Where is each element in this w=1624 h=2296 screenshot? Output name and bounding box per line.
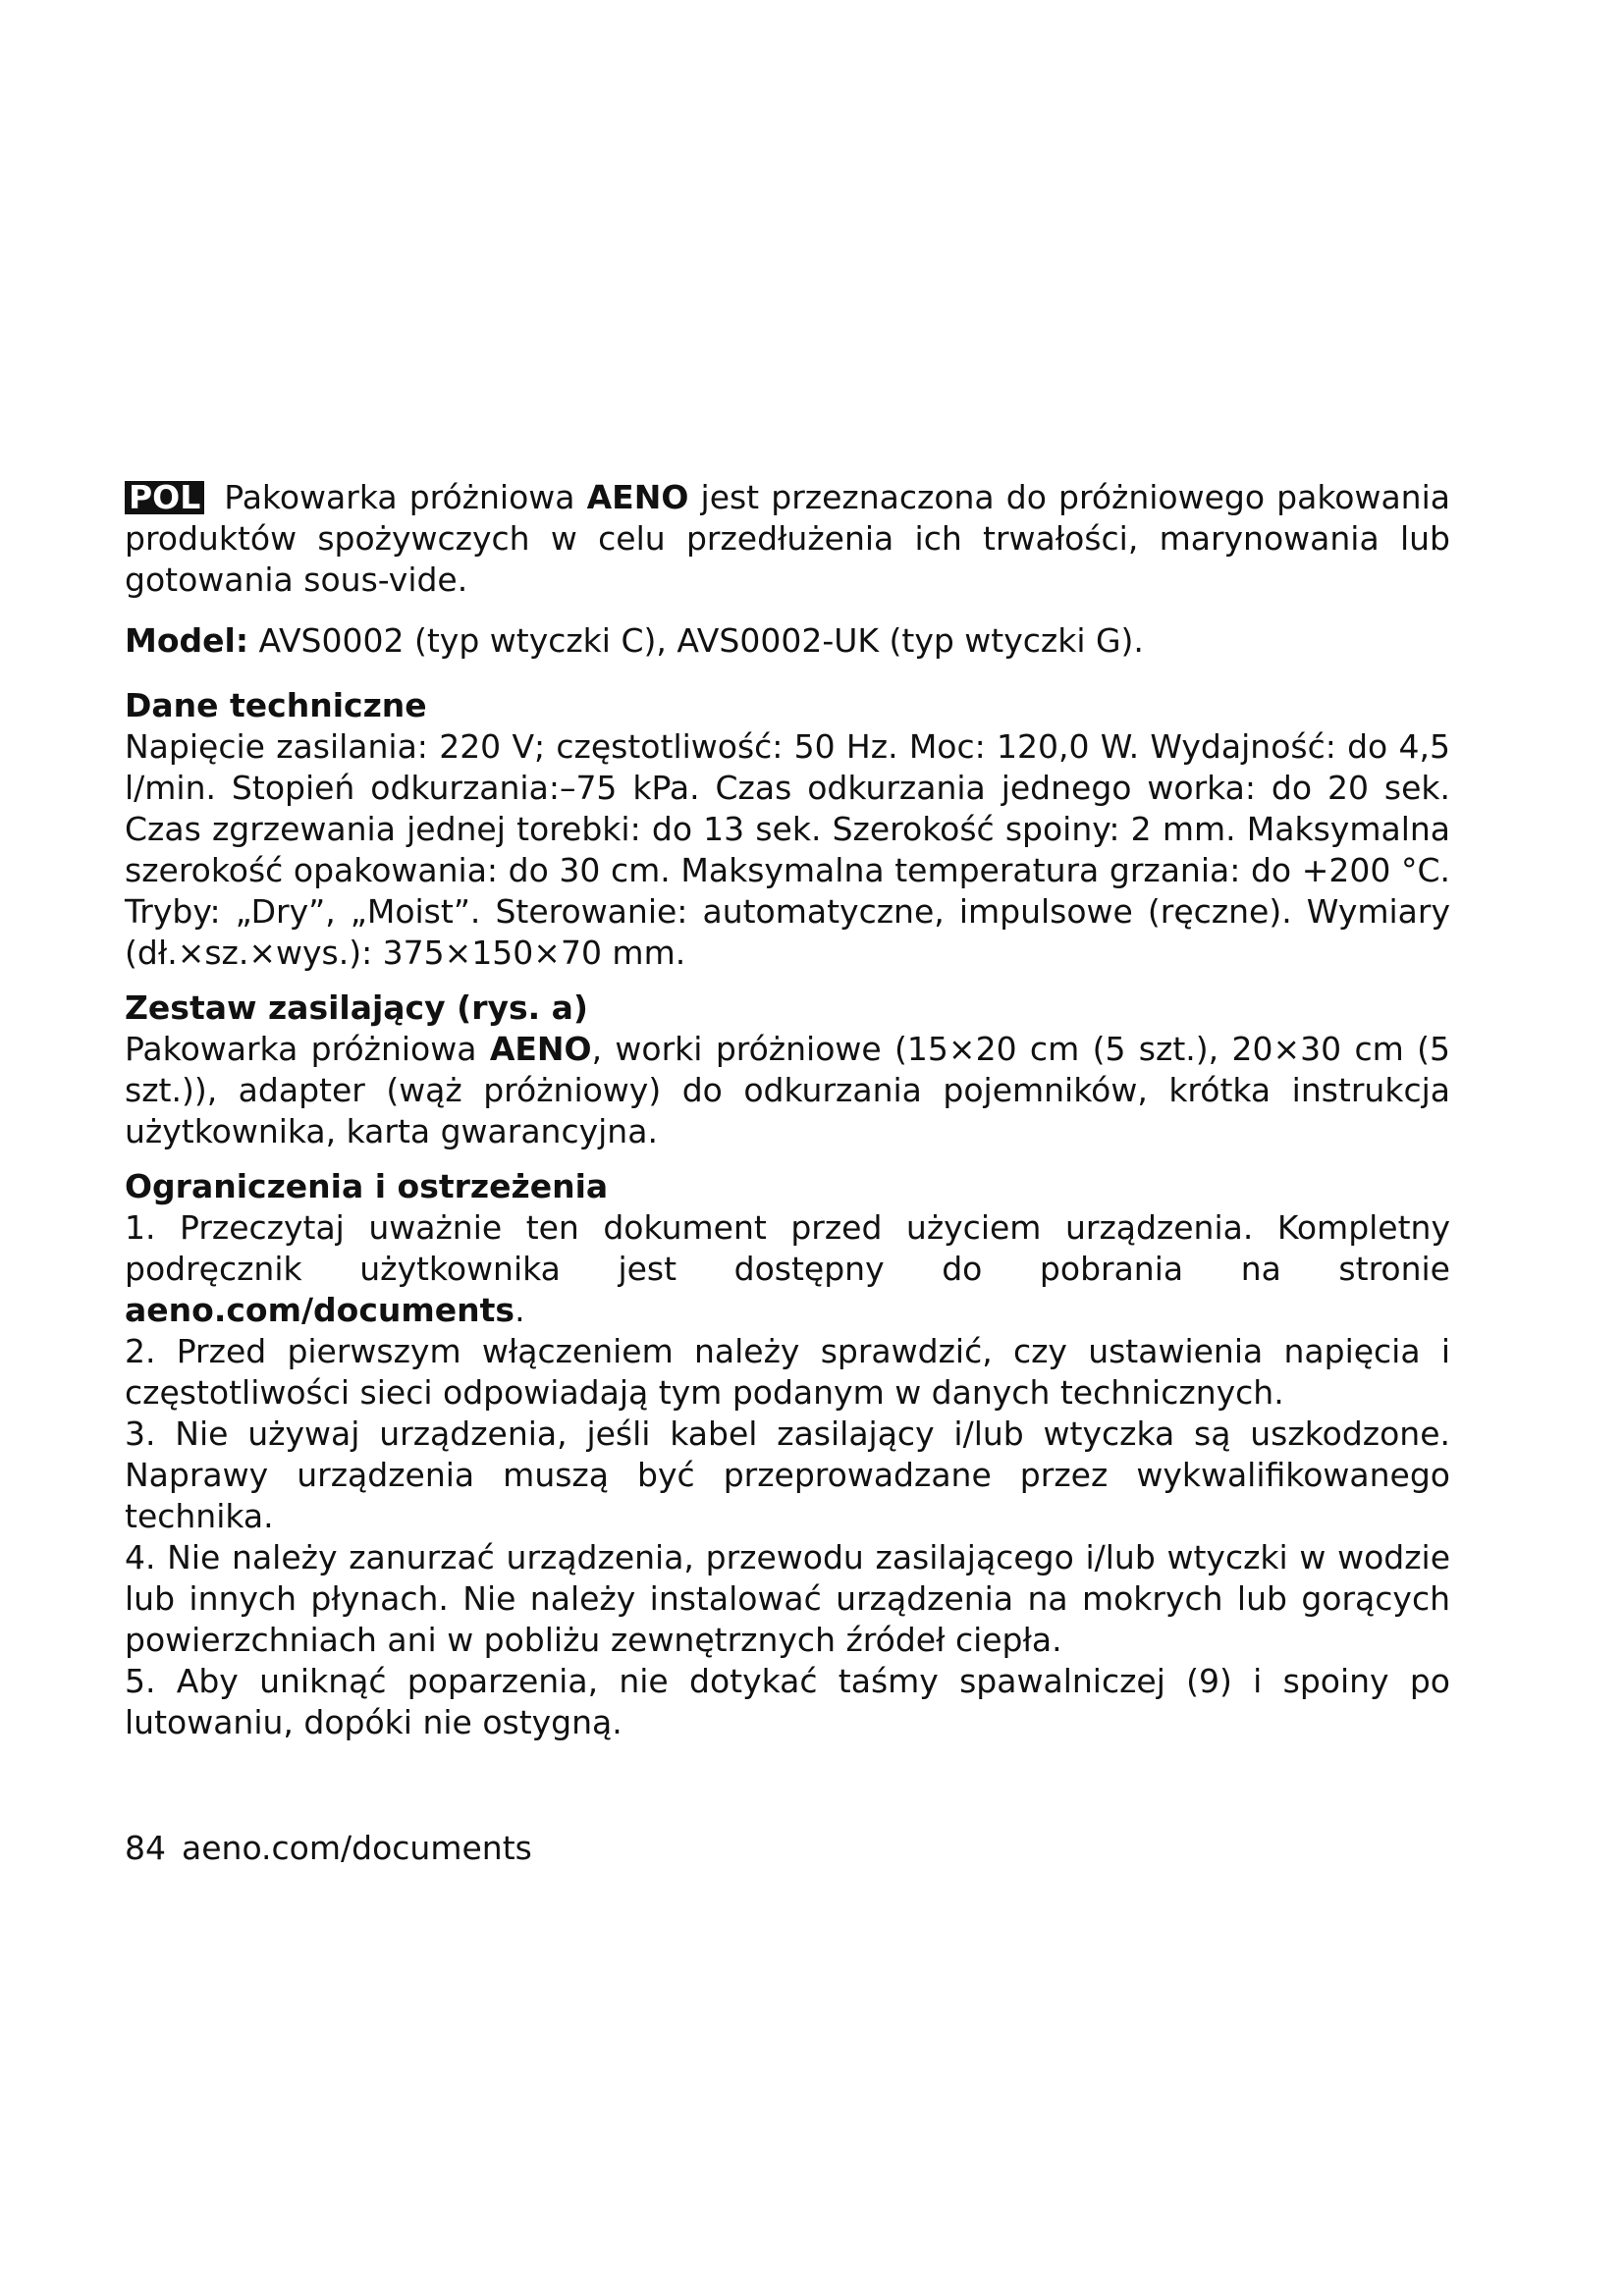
kit-text-1: Pakowarka próżniowa [125, 1030, 490, 1068]
documents-link[interactable]: aeno.com/documents [125, 1291, 515, 1329]
warnings-heading: Ograniczenia i ostrzeżenia [125, 1167, 609, 1205]
page-footer [125, 1828, 532, 1869]
document-body [125, 477, 1450, 1757]
footer-url[interactable]: aeno.com/documents [182, 1829, 532, 1867]
tech-section [125, 685, 1450, 974]
intro-text-2: jest przeznaczona do próżniowego pakowania produktów spożywczych w celu przedłużenia ich trwałości, marynowania lub gotowania sous-vide. [125, 478, 1450, 599]
warning-item-1 [125, 1207, 1450, 1331]
language-badge: POL [125, 481, 204, 514]
kit-heading: Zestaw zasilający (rys. a) [125, 988, 589, 1027]
warning-item-2: 2. Przed pierwszym włączeniem należy sprawdzić, czy ustawienia napięcia i częstotliwości sieci odpowiadają tym podanym w danych technicznych. [125, 1332, 1450, 1412]
warnings-section [125, 1166, 1450, 1743]
warning-item-5: 5. Aby uniknąć poparzenia, nie dotykać taśmy spawalniczej (9) i spoiny po lutowaniu, dopóki nie ostygną. [125, 1662, 1450, 1741]
model-line [125, 620, 1450, 662]
model-text: AVS0002 (typ wtyczki C), AVS0002-UK (typ wtyczki G). [248, 621, 1144, 660]
warning-item-1-text: 1. Przeczytaj uważnie ten dokument przed użyciem urządzenia. Kompletny podręcznik użytkownika jest dostępny do pobrania na stronie [125, 1208, 1450, 1288]
tech-heading: Dane techniczne [125, 686, 427, 724]
kit-section [125, 988, 1450, 1152]
kit-text [125, 1029, 1450, 1152]
kit-brand: AENO [489, 1030, 592, 1068]
warning-item-1-end: . [514, 1291, 525, 1329]
intro-paragraph [125, 477, 1450, 601]
intro-brand: AENO [586, 478, 689, 516]
model-label: Model: [125, 621, 249, 660]
tech-text: Napięcie zasilania: 220 V; częstotliwość: 50 Hz. Moc: 120,0 W. Wydajność: do 4,5 l/min. Stopień odkurzania:–75 kPa. Czas odkurzania jednego worka: do 20 sek. Czas zgrzewania jednej torebki: do 13 sek. Szerokość spoiny: 2 mm. Maksymalna szerokość opakowania: do 30 cm. Maksymalna temperatura grzania: do +200 °C. Tryby: „Dry”, „Moist”. Sterowanie: automatyczne, impulsowe (ręczne). Wymiary (dł.×sz.×wys.): 375×150×70 mm. [125, 727, 1450, 972]
intro-text-1: Pakowarka próżniowa [224, 478, 587, 516]
kit-text-2: , worki próżniowe (15×20 cm (5 szt.), 20×30 cm (5 szt.)), adapter (wąż próżniowy) do odkurzania pojemników, krótka instrukcja użytkownika, karta gwarancyjna. [125, 1030, 1450, 1150]
warning-item-3: 3. Nie używaj urządzenia, jeśli kabel zasilający i/lub wtyczka są uszkodzone. Naprawy urządzenia muszą być przeprowadzane przez wykwalifikowanego technika. [125, 1415, 1450, 1535]
warning-item-4: 4. Nie należy zanurzać urządzenia, przewodu zasilającego i/lub wtyczki w wodzie lub innych płynach. Nie należy instalować urządzenia na mokrych lub gorących powierzchniach ani w pobliżu zewnętrznych źródeł ciepła. [125, 1538, 1450, 1659]
page-number: 84 [125, 1829, 166, 1867]
